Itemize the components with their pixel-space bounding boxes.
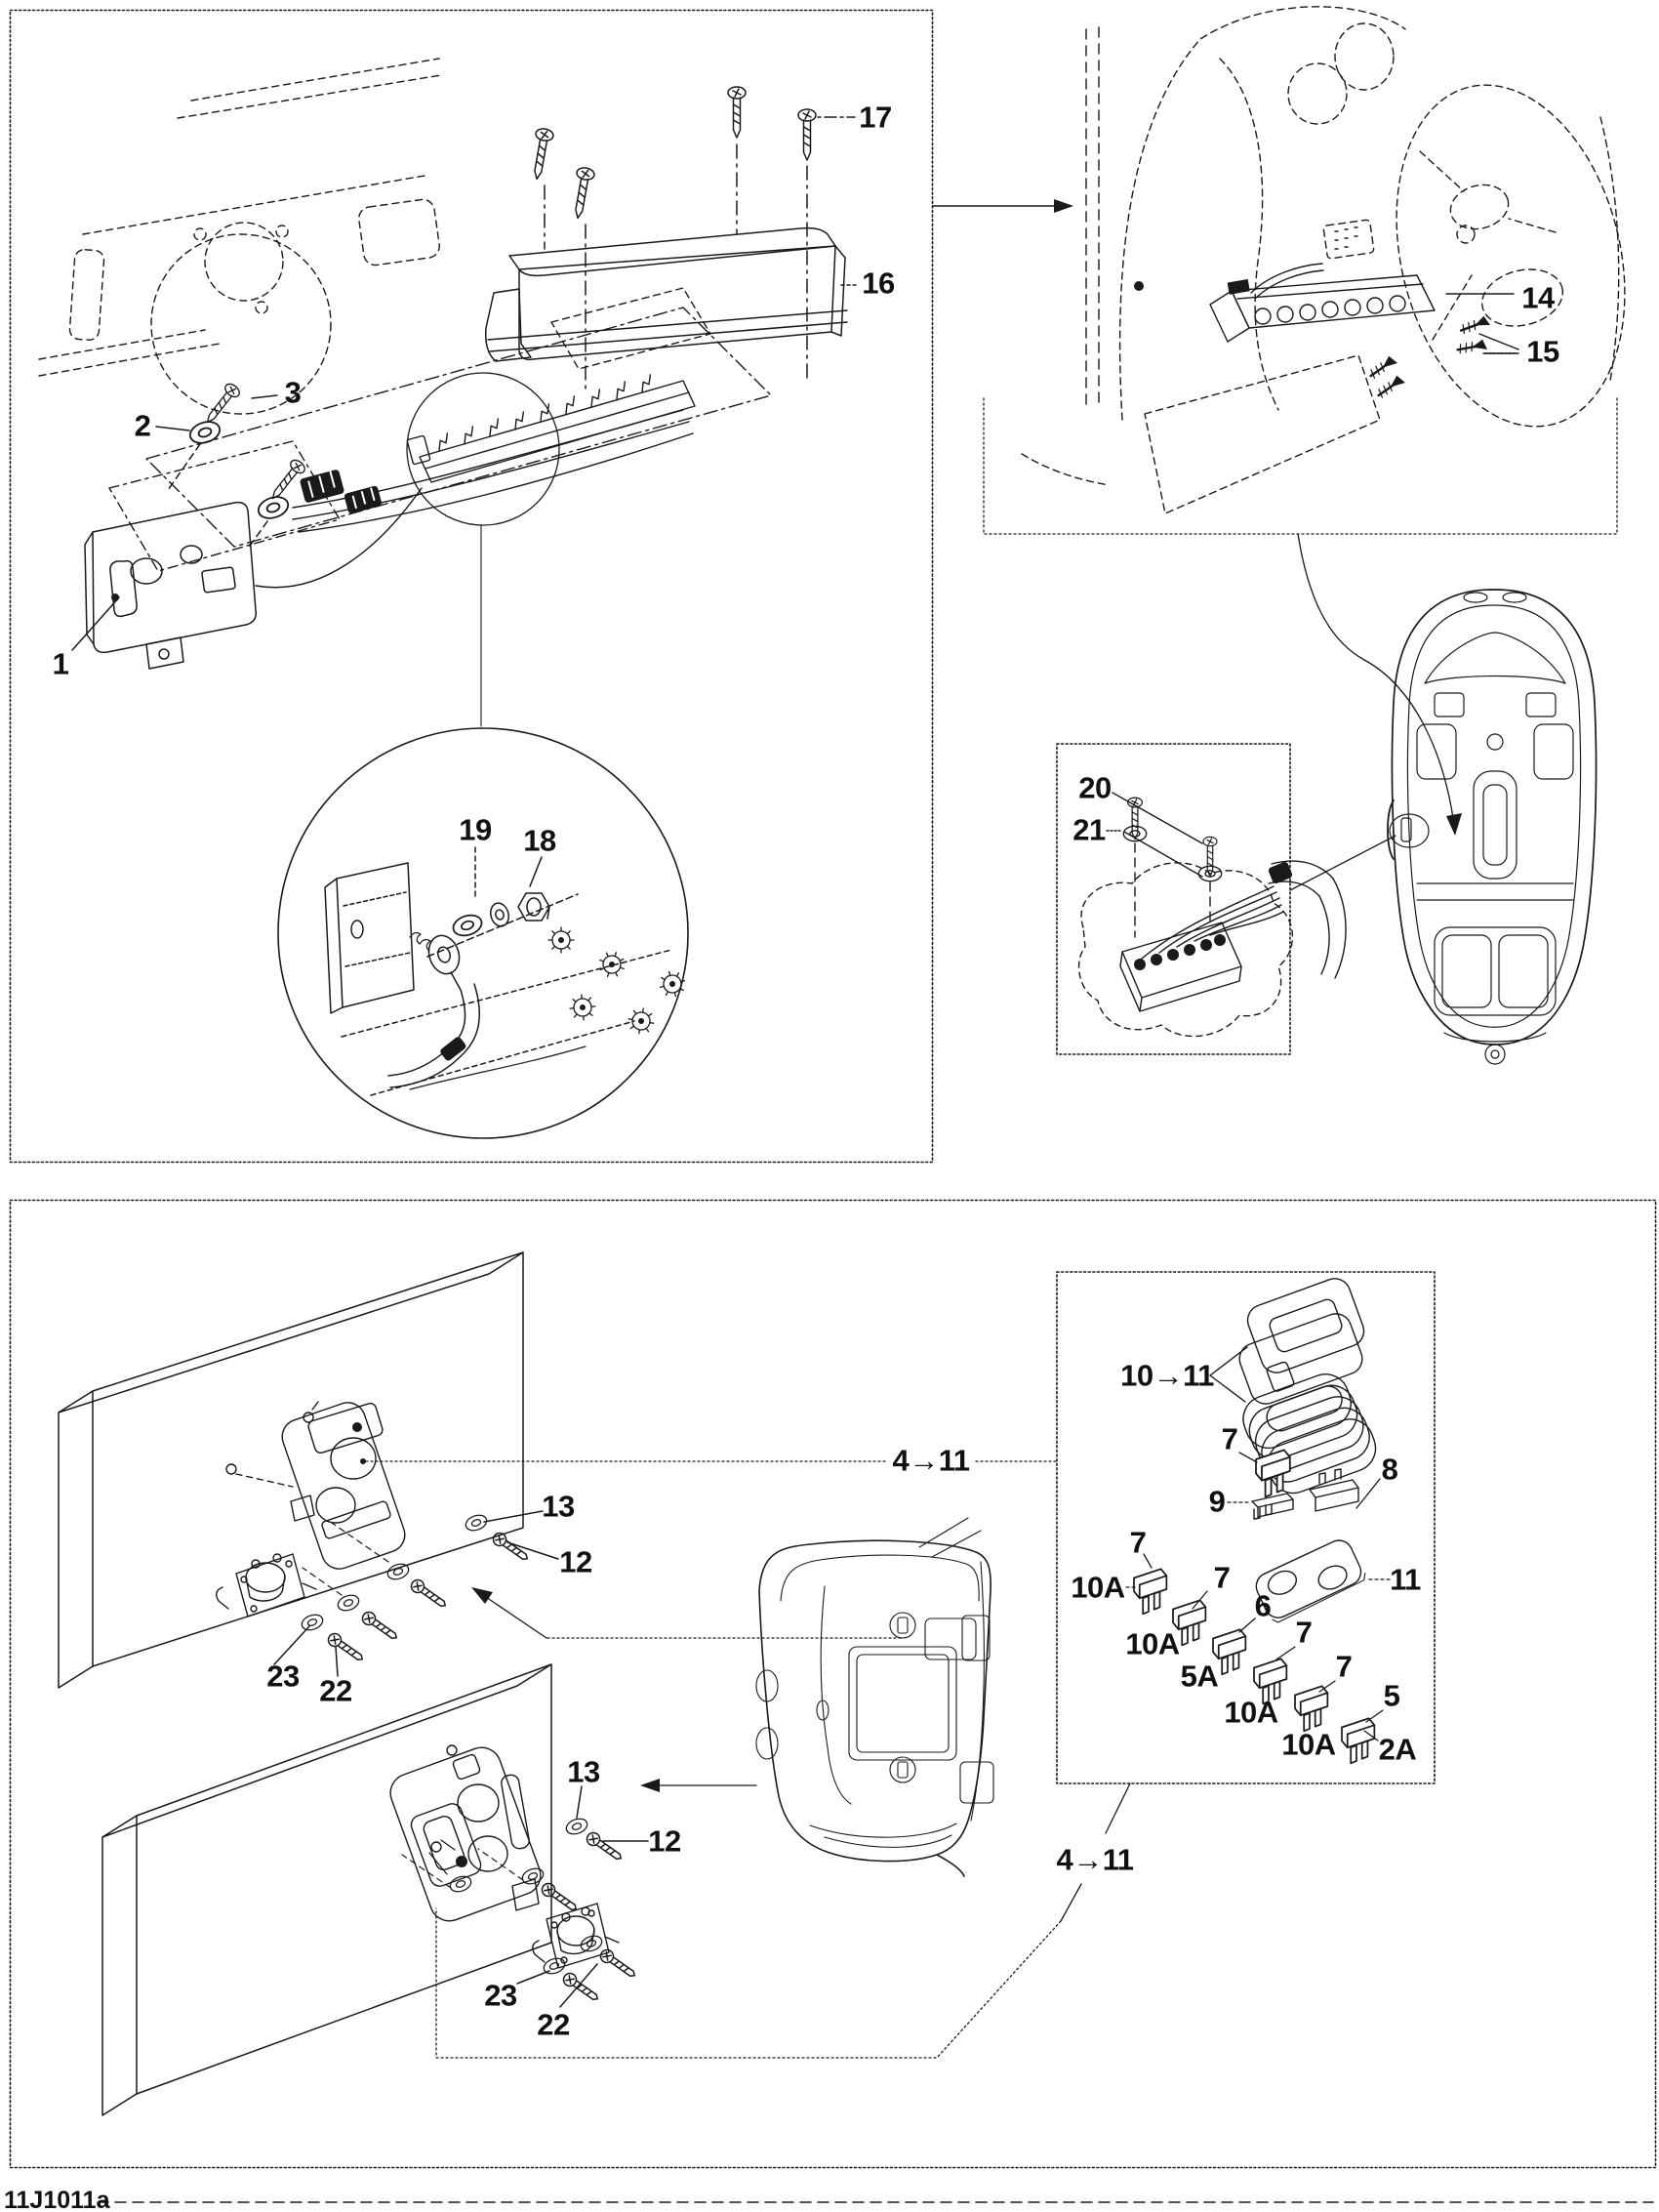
callout-range-4-11-lower: 4→11 bbox=[1056, 1842, 1134, 1877]
callout-14: 14 bbox=[1521, 280, 1555, 315]
callout-16: 16 bbox=[862, 266, 895, 301]
callout-23-lower: 23 bbox=[484, 1978, 517, 2013]
callout-10a-a: 10A bbox=[1071, 1570, 1125, 1605]
drawing-code: 11J1011a bbox=[4, 2187, 110, 2212]
callout-6: 6 bbox=[1254, 1588, 1272, 1623]
callout-7-c: 7 bbox=[1295, 1615, 1313, 1650]
callout-2a: 2A bbox=[1378, 1732, 1417, 1767]
callout-22-lower: 22 bbox=[537, 2007, 570, 2042]
callout-5a: 5A bbox=[1180, 1659, 1219, 1694]
callout-9: 9 bbox=[1208, 1484, 1226, 1519]
callout-21: 21 bbox=[1072, 812, 1106, 847]
terminal-detail-circle bbox=[278, 728, 690, 1138]
console-dash-art bbox=[1022, 7, 1659, 513]
panel-borders bbox=[11, 11, 1656, 2203]
callout-13-upper: 13 bbox=[542, 1489, 575, 1524]
callout-17: 17 bbox=[859, 100, 892, 135]
wall-panel-lower bbox=[102, 1664, 551, 2115]
callout-22-upper: 22 bbox=[319, 1673, 352, 1708]
callout-10a-c: 10A bbox=[1224, 1695, 1278, 1730]
callout-18: 18 bbox=[523, 823, 556, 858]
callout-7-b: 7 bbox=[1213, 1560, 1231, 1595]
callout-range-4-11-upper: 4→11 bbox=[892, 1443, 970, 1478]
panel-link-arrow bbox=[933, 199, 1073, 213]
relay-housing-lower bbox=[385, 1742, 546, 1927]
fuse-kit bbox=[1126, 1274, 1390, 1763]
wall-panel-upper bbox=[59, 1252, 523, 1688]
relay-housing-upper bbox=[226, 1398, 410, 1574]
fuse-block-strip bbox=[256, 373, 695, 726]
solenoid-upper bbox=[217, 1554, 316, 1617]
callout-23-upper: 23 bbox=[266, 1659, 300, 1694]
callout-range-10-11: 10→11 bbox=[1120, 1358, 1214, 1393]
solenoid-lower bbox=[533, 1904, 619, 1968]
callout-12-lower: 12 bbox=[648, 1823, 681, 1859]
callout-13-lower: 13 bbox=[567, 1754, 600, 1789]
callout-12-upper: 12 bbox=[559, 1544, 592, 1579]
callout-1: 1 bbox=[52, 646, 69, 681]
callout-10a-b: 10A bbox=[1125, 1626, 1180, 1661]
callout-10a-d: 10A bbox=[1281, 1727, 1336, 1762]
dash-underside-art bbox=[39, 59, 771, 571]
callout-7-a: 7 bbox=[1129, 1525, 1147, 1560]
callout-5: 5 bbox=[1383, 1678, 1400, 1713]
fuse-box-cover-16 bbox=[486, 228, 857, 361]
callout-8: 8 bbox=[1381, 1452, 1398, 1487]
electronic-module-1 bbox=[72, 382, 307, 669]
callout-11: 11 bbox=[1390, 1562, 1421, 1597]
boat-front-view bbox=[756, 1518, 993, 1876]
battery-terminal-detail bbox=[1079, 793, 1346, 1036]
callout-7-cover: 7 bbox=[1221, 1421, 1238, 1456]
callout-2: 2 bbox=[134, 408, 151, 443]
callout-15: 15 bbox=[1526, 334, 1559, 369]
callout-20: 20 bbox=[1078, 770, 1112, 805]
callout-3: 3 bbox=[284, 375, 302, 410]
callout-19: 19 bbox=[459, 812, 492, 847]
boat-top-view bbox=[1388, 590, 1597, 1064]
callout-7-d: 7 bbox=[1335, 1649, 1353, 1684]
